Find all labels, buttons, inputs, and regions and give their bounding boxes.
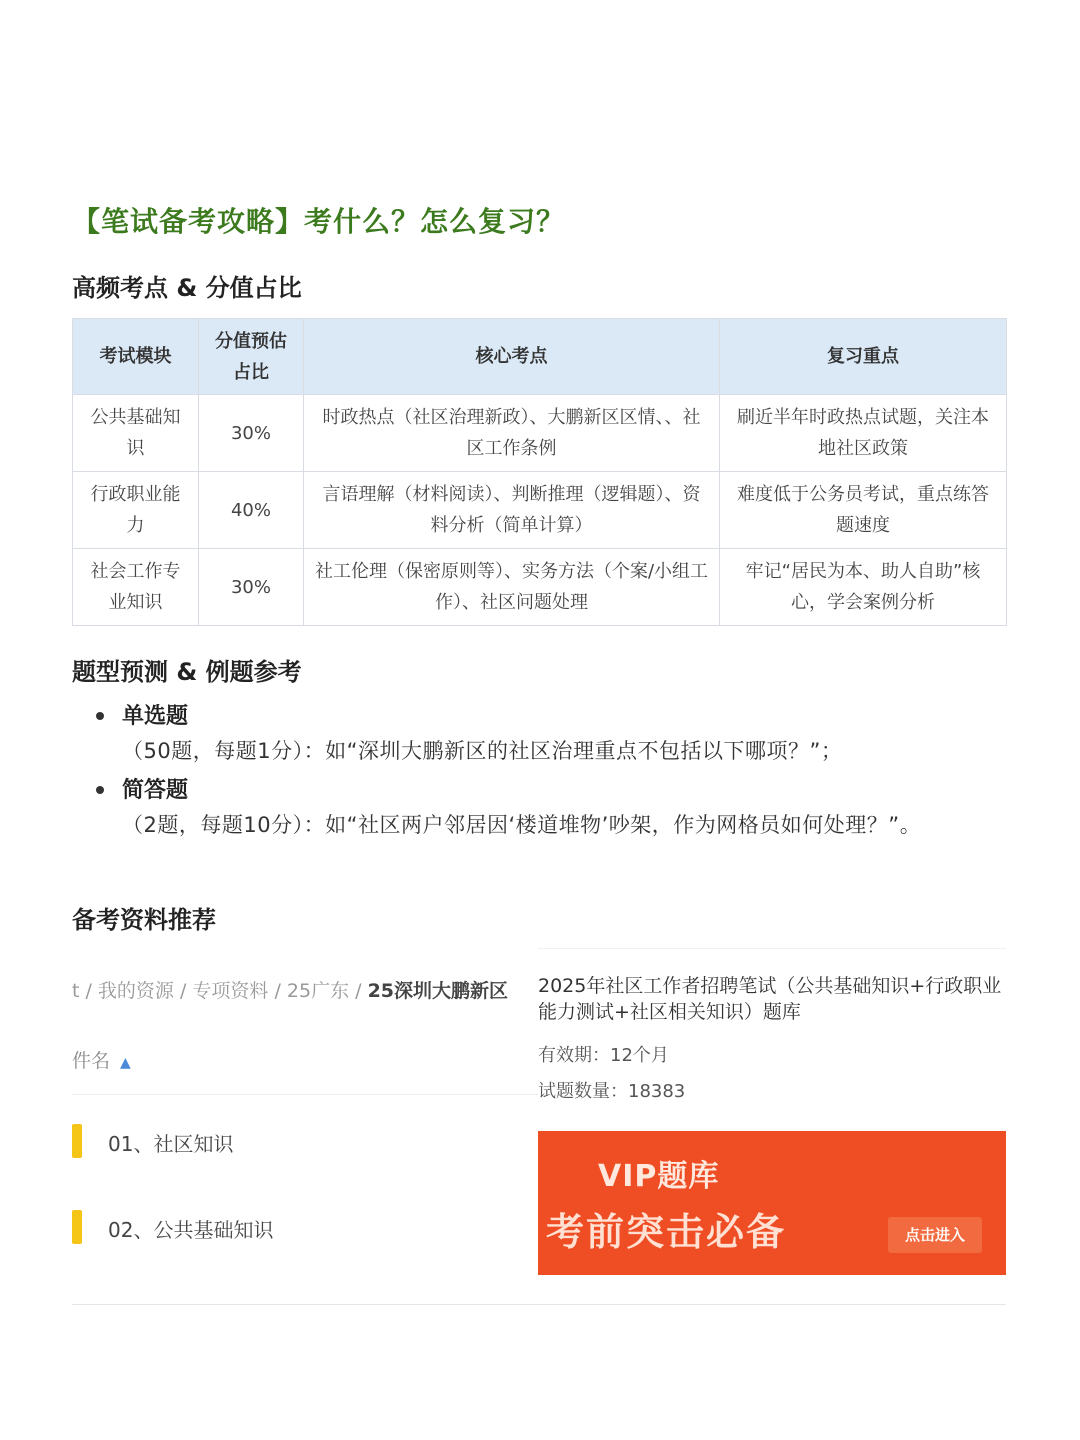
- file-name-column-header[interactable]: [72, 1046, 131, 1073]
- section-heading-question-types: 题型预测 & 例题参考: [72, 658, 302, 686]
- table-cell: 公共基础知识: [73, 395, 199, 472]
- list-item: [72, 774, 972, 842]
- question-type-list: [72, 700, 972, 848]
- table-header-cell: 分值预估占比: [199, 319, 304, 395]
- folder-icon: [72, 1210, 82, 1244]
- sort-arrow-icon[interactable]: ▲: [120, 1055, 131, 1071]
- table-cell: 言语理解（材料阅读）、判断推理（逻辑题）、资料分析（简单计算）: [304, 472, 720, 549]
- list-item: [72, 700, 972, 768]
- table-cell: 30%: [199, 549, 304, 626]
- table-header-row: [73, 319, 1007, 395]
- table-cell: 时政热点（社区治理新政）、大鹏新区区情、、社区工作条例: [304, 395, 720, 472]
- folder-name[interactable]: 02、公共基础知识: [108, 1218, 274, 1242]
- table-header-cell: 考试模块: [73, 319, 199, 395]
- bullet-icon: [96, 786, 104, 794]
- table-cell: 牢记“居民为本、助人自助”核心，学会案例分析: [720, 549, 1007, 626]
- table-cell: 40%: [199, 472, 304, 549]
- table-row: [73, 549, 1007, 626]
- breadcrumb[interactable]: [72, 976, 508, 1003]
- question-type-name: 简答题: [122, 778, 189, 803]
- table-header-cell: 核心考点: [304, 319, 720, 395]
- section-heading-resources: 备考资料推荐: [72, 906, 216, 934]
- column-header-label: 件名: [72, 1050, 111, 1072]
- bullet-icon: [96, 712, 104, 720]
- exam-points-table: [72, 318, 1007, 626]
- table-row: [73, 472, 1007, 549]
- vip-banner-subtitle: VIP题库: [598, 1159, 720, 1194]
- divider: [72, 1304, 1006, 1305]
- validity-text: 有效期：12个月: [538, 1045, 669, 1066]
- page-title: 【笔试备考攻略】考什么？怎么复习？: [72, 205, 566, 238]
- product-panel: [538, 948, 1006, 1328]
- table-cell: 社会工作专业知识: [73, 549, 199, 626]
- question-type-description: （2题，每题10分）：如“社区两户邻居因‘楼道堆物’吵架，作为网格员如何处理？”。: [122, 813, 922, 837]
- breadcrumb-current: 25深圳大鹏新区: [367, 980, 509, 1002]
- table-cell: 刷近半年时政热点试题，关注本地社区政策: [720, 395, 1007, 472]
- resource-screenshot: [72, 948, 1006, 1328]
- table-cell: 社工伦理（保密原则等）、实务方法（个案/小组工作）、社区问题处理: [304, 549, 720, 626]
- table-cell: 难度低于公务员考试，重点练答题速度: [720, 472, 1007, 549]
- question-type-name: 单选题: [122, 704, 189, 729]
- folder-name[interactable]: 01、社区知识: [108, 1132, 234, 1156]
- table-header-cell: 复习重点: [720, 319, 1007, 395]
- vip-banner[interactable]: [538, 1131, 1006, 1275]
- table-cell: 30%: [199, 395, 304, 472]
- table-cell: 行政职业能力: [73, 472, 199, 549]
- enter-button[interactable]: 点击进入: [888, 1217, 982, 1253]
- section-heading-frequency: 高频考点 & 分值占比: [72, 274, 302, 302]
- breadcrumb-path[interactable]: t / 我的资源 / 专项资料 / 25广东 /: [72, 980, 368, 1002]
- file-browser-panel: [72, 948, 538, 1328]
- folder-icon: [72, 1124, 82, 1158]
- divider: [72, 1094, 538, 1095]
- question-type-description: （50题，每题1分）：如“深圳大鹏新区的社区治理重点不包括以下哪项？”；: [122, 739, 843, 763]
- table-row: [73, 395, 1007, 472]
- product-title: 2025年社区工作者招聘笔试（公共基础知识+行政职业能力测试+社区相关知识）题库: [538, 975, 1002, 1023]
- vip-banner-title: 考前突击必备: [546, 1210, 787, 1254]
- question-count-text: 试题数量：18383: [538, 1081, 686, 1102]
